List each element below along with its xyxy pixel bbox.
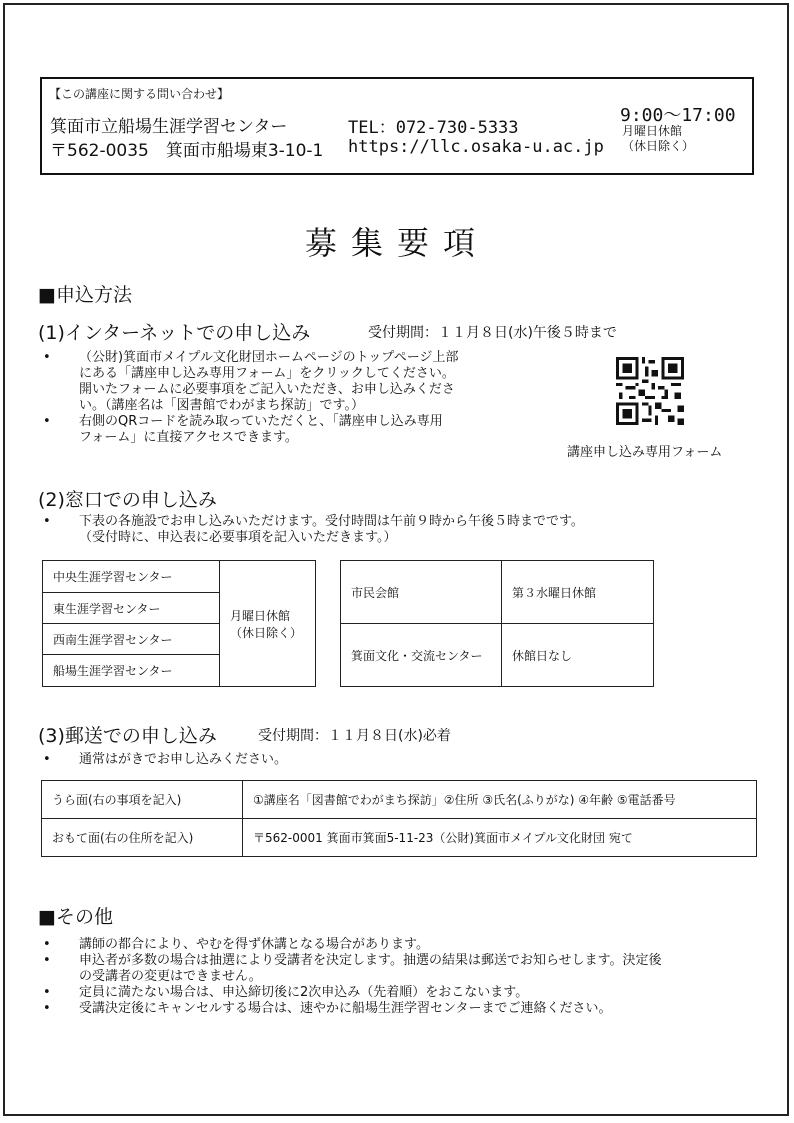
- contact-address: 〒562-0035 箕面市船場東3-10-1: [50, 141, 324, 161]
- internet-bullet-1: • （公財)箕面市メイプル文化財団ホームページのトップページ上部 にある「講座申し込み専用フォーム」をクリックしてください。 開いたフォームに必要事項をご記入いただき、お申し込みくださ い。（講座名は「図書館でわがまち探訪」です。）: [38, 350, 538, 414]
- contact-name: 箕面市立船場生涯学習センター: [50, 117, 288, 137]
- contact-hours: 9:00～17:00: [620, 105, 736, 126]
- mail-label-cell: うら面(右の事項を記入): [42, 781, 243, 819]
- mail-bullet: • 通常はがきでお申し込みください。: [38, 752, 738, 768]
- internet-bullet-2: • 右側のQRコードを読み取っていただくと、「講座申し込み専用 フォーム」に直接アクセスできます。: [38, 414, 538, 446]
- mail-bullets: [38, 752, 738, 768]
- mail-value-cell: ①講座名「図書館でわがまち探訪」②住所 ③氏名(ふりがな) ④年齢 ⑤電話番号: [243, 781, 757, 819]
- facility-cell: 箕面文化・交流センター: [341, 624, 502, 687]
- window-bullet: • 下表の各施設でお申し込みいただけます。受付時間は午前９時から午後５時までです。 （受付時に、申込表に必要事項を記入いただきます。）: [38, 514, 768, 546]
- other-bullet-3: • 定員に満たない場合は、申込締切後に2次申込み（先着順）をおこないます。: [38, 985, 778, 1001]
- contact-url[interactable]: https://llc.osaka-u.ac.jp: [348, 137, 604, 157]
- window-bullets: [38, 514, 768, 546]
- contact-tel: TEL：072-730-5333: [348, 118, 519, 138]
- internet-period: 受付期間：１１月８日(水)午後５時まで: [368, 325, 617, 341]
- facility-table-right: [340, 560, 654, 687]
- contact-closed-note: （休日除く）: [622, 139, 695, 153]
- other-bullets: [38, 937, 778, 1017]
- apply-heading: ■申込方法: [38, 284, 132, 306]
- facility-cell: 市民会館: [341, 561, 502, 624]
- mail-period: 受付期間：１１月８日(水)必着: [258, 728, 451, 744]
- other-bullet-4: • 受講決定後にキャンセルする場合は、速やかに船場生涯学習センターまでご連絡ください。: [38, 1001, 778, 1017]
- facility-cell: 船場生涯学習センター: [43, 655, 220, 687]
- closed-cell: 休館日なし: [502, 624, 654, 687]
- facility-cell: 東生涯学習センター: [43, 593, 220, 624]
- facility-cell: 西南生涯学習センター: [43, 624, 220, 655]
- facility-table-left: [42, 560, 316, 687]
- other-bullet-2: • 申込者が多数の場合は抽選により受講者を決定します。抽選の結果は郵送でお知らせします。決定後 の受講者の変更はできません。: [38, 953, 778, 985]
- mail-heading: (3)郵送での申し込み: [38, 725, 217, 747]
- contact-closed: 月曜日休館: [622, 124, 683, 138]
- mail-label-cell: おもて面(右の住所を記入): [42, 819, 243, 857]
- qr-code-icon[interactable]: [615, 357, 685, 425]
- qr-caption: 講座申し込み専用フォーム: [567, 445, 723, 460]
- window-heading: (2)窓口での申し込み: [38, 489, 217, 511]
- mail-value-cell: 〒562-0001 箕面市箕面5-11-23（公財)箕面市メイプル文化財団 宛て: [243, 819, 757, 857]
- mail-table: [41, 780, 757, 857]
- facility-cell: 中央生涯学習センター: [43, 561, 220, 593]
- internet-bullets: [38, 350, 538, 446]
- contact-heading: 【この講座に関する問い合わせ】: [49, 87, 230, 101]
- closed-cell: 第３水曜日休館: [502, 561, 654, 624]
- closed-cell: 月曜日休館 （休日除く）: [220, 561, 316, 687]
- page-title: 募集要項: [304, 224, 489, 262]
- other-bullet-1: • 講師の都合により、やむを得ず休講となる場合があります。: [38, 937, 778, 953]
- internet-heading: (1)インターネットでの申し込み: [38, 322, 311, 344]
- other-heading: ■その他: [38, 906, 113, 928]
